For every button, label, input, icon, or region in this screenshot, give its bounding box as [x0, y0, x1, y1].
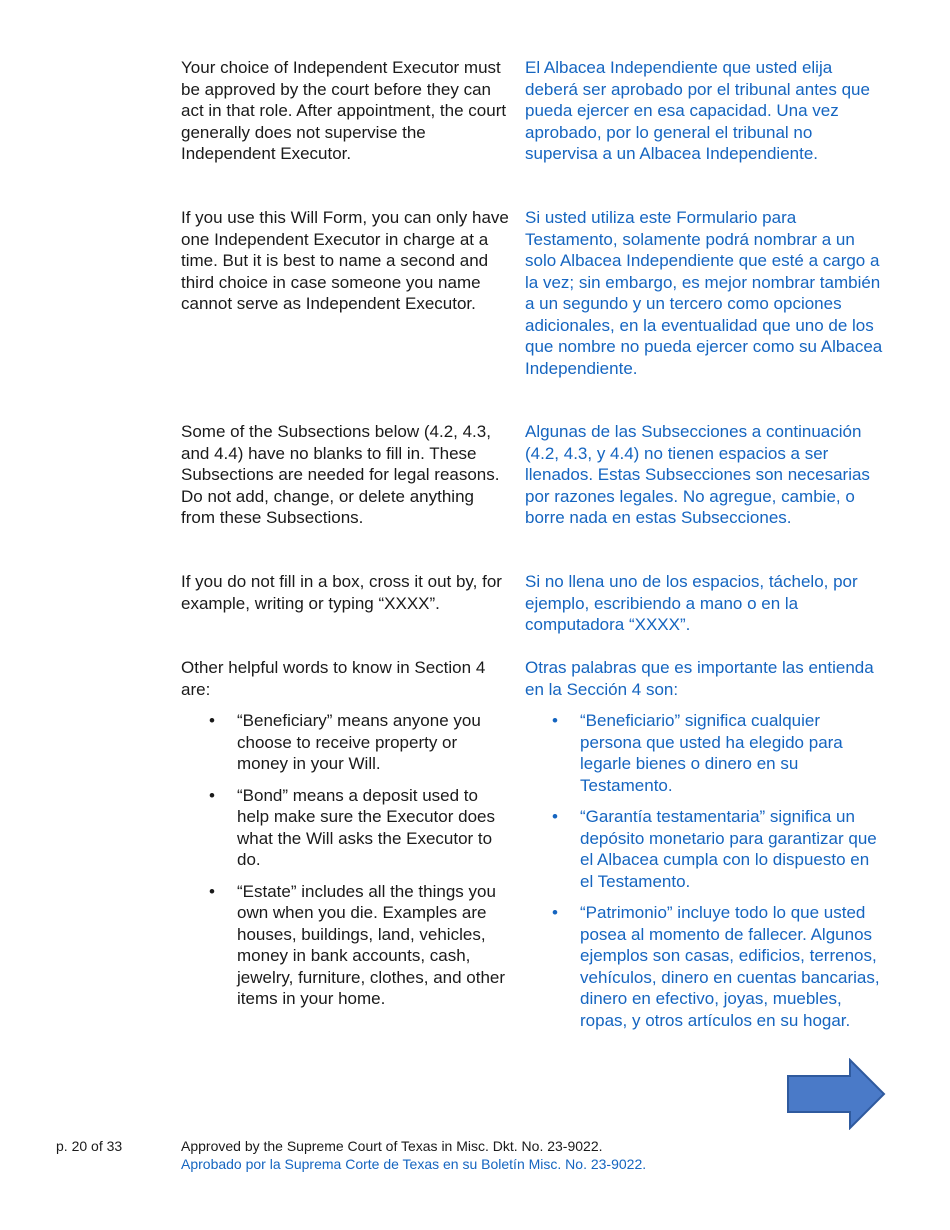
next-page-arrow-icon[interactable] [786, 1058, 886, 1130]
spanish-definitions-list [580, 710, 885, 1041]
list-item: • “Patrimonio” incluye todo lo que usted posea al momento de fallecer. Algunos ejemplos son casas, edificios, terrenos, vehículos, dinero en cuentas bancarias, dinero en efectivo, joyas, muebles, ropas, y otros artículos en su hogar. [580, 902, 885, 1031]
page-number: p. 20 of 33 [56, 1138, 123, 1154]
english-paragraph-4: If you do not fill in a box, cross it out by, for example, writing or typing “XXXX”. [181, 572, 502, 613]
spanish-paragraph-2: Si usted utiliza este Formulario para Testamento, solamente podrá nombrar a un solo Albacea Independiente que esté a cargo a la vez; sin embargo, es mejor nombrar también a un segundo y un tercero como opciones adicionales, en la eventualidad que uno de los que nombre no pueda ejercer como su Albacea Independiente. [525, 208, 883, 378]
approval-notice-english: Approved by the Supreme Court of Texas in Misc. Dkt. No. 23-9022. [181, 1138, 603, 1154]
list-item: • “Garantía testamentaria” significa un depósito monetario para garantizar que el Albacea cumpla con lo dispuesto en el Testamento. [580, 806, 885, 892]
english-paragraph-1: Your choice of Independent Executor must be approved by the court before they can act in that role. After appointment, the court generally does not supervise the Independent Executor. [181, 58, 507, 163]
english-definitions-list [237, 710, 512, 1020]
approval-notice-spanish: Aprobado por la Suprema Corte de Texas en su Boletín Misc. No. 23-9022. [181, 1156, 647, 1172]
spanish-paragraph-4: Si no llena uno de los espacios, táchelo, por ejemplo, escribiendo a mano o en la computadora “XXXX”. [525, 572, 858, 634]
list-item: • “Beneficiary” means anyone you choose to receive property or money in your Will. [237, 710, 512, 775]
list-item: • “Bond” means a deposit used to help make sure the Executor does what the Will asks the Executor to do. [237, 785, 512, 871]
english-paragraph-3: Some of the Subsections below (4.2, 4.3, and 4.4) have no blanks to fill in. These Subsections are needed for legal reasons. Do not add, change, or delete anything from these Subsections. [181, 422, 500, 527]
list-item: • “Estate” includes all the things you own when you die. Examples are houses, buildings, land, vehicles, money in bank accounts, cash, jewelry, furniture, clothes, and other items in your home. [237, 881, 512, 1010]
spanish-paragraph-1: El Albacea Independiente que usted elija deberá ser aprobado por el tribunal antes que pueda ejercer en esa capacidad. Una vez aprobado, por lo general el tribunal no supervisa a un Albacea Independiente. [525, 58, 870, 163]
spanish-paragraph-3: Algunas de las Subsecciones a continuación (4.2, 4.3, y 4.4) no tienen espacios a ser llenados. Estas Subsecciones son necesarias por razones legales. No agregue, cambie, o borre nada en estas Subsecciones. [525, 422, 870, 527]
list-item: • “Beneficiario” significa cualquier persona que usted ha elegido para legarle bienes o dinero en su Testamento. [580, 710, 885, 796]
english-paragraph-5: Other helpful words to know in Section 4 are: [181, 658, 486, 699]
spanish-paragraph-5: Otras palabras que es importante las entienda en la Sección 4 son: [525, 658, 874, 699]
english-paragraph-2: If you use this Will Form, you can only have one Independent Executor in charge at a time. But it is best to name a second and third choice in case someone you name cannot serve as Independent Executor. [181, 208, 509, 313]
